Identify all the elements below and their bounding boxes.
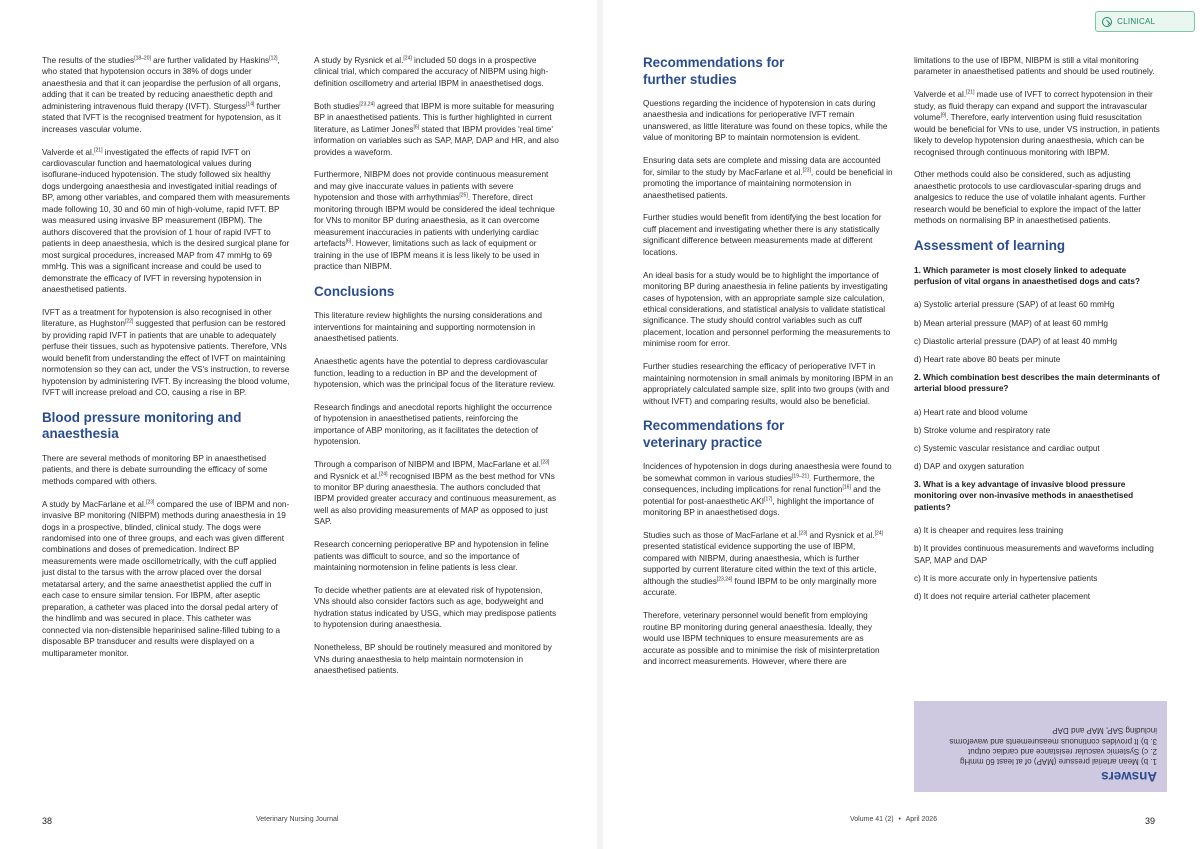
answers-box xyxy=(914,701,1167,792)
answers-title: Answers xyxy=(1101,769,1157,784)
paragraph: Furthermore, NIBPM does not provide continuous measurement and may give inaccurate values in patients with severe hypotension and those with arrhythmias[25]. Therefore, direct monitoring through IBPM would be considered the ideal technique for VNs to monitor BP during anaesthesia, as it can overcome measurement inaccuracies in patients with underlying cardiac artefacts[6]. However, limitations such as lack of equipment or training in the use of IBPM means it is less likely to be used in practice than NIBPM. xyxy=(314,170,555,272)
section-tag-label: CLINICAL xyxy=(1117,17,1156,26)
answer-option: a) Heart rate and blood volume xyxy=(914,407,1028,417)
paragraph: A study by MacFarlane et al.[23] compared the use of IBPM and non-invasive BP monitoring (NIBPM) methods during anaesthesia in 19 dogs in a prospective, blinded, clinical study. The dogs were randomised into one of three groups, and each was given different combinations and doses of premedication. Indirect BP measurements were made oscillometrically, with the cuff applied just distal to the tarsus with the arrow placed over the dorsal metatarsal artery, and the same anaesthetist applied the cuff in each case to ensure similar tension. For IBPM, after aseptic preparation, a catheter was placed into the dorsal pedal artery of the hindlimb and was secured in place. This catheter was connected via non-distensible heparinised saline-filled tubing to a disposable BP transducer and results were displayed on a multiparameter monitor. xyxy=(42,498,290,658)
paragraph: Incidences of hypotension in dogs during anaesthesia were found to be somewhat common in various studies[19–21]. Furthermore, the consequences, including implications for renal function[16] and the potential for post-anaesthetic AKI[17], highlight the importance of monitoring BP in anaesthetised dogs. xyxy=(643,462,892,518)
section-heading-further-studies: Recommendations for further studies xyxy=(643,55,785,87)
left-column-2 xyxy=(314,55,560,688)
issue-info xyxy=(850,816,937,823)
answer-option: a) Systolic arterial pressure (SAP) of at least 60 mmHg xyxy=(914,300,1115,310)
paragraph: limitations to the use of IBPM, NIBPM is still a vital monitoring parameter in anaesthetised patients and should be used routinely. xyxy=(914,56,1155,77)
answer-option: b) Stroke volume and respiratory rate xyxy=(914,425,1051,435)
citation: [23] xyxy=(540,459,550,466)
paragraph: Therefore, veterinary personnel would benefit from employing routine BP monitoring during general anaesthesia. Ideally, they would use IBPM techniques to ensure measurements are as accurate as possible and to minimise the risk of misinterpretation and incorrect measurements. However, where there are xyxy=(643,611,880,666)
citation: [23] xyxy=(798,530,808,537)
question-text: 2. Which combination best describes the main determinants of arterial blood pressure? xyxy=(914,372,1160,394)
paragraph: Research concerning perioperative BP and hypotension in feline patients was difficult to source, and so the importance of maintaining normotension in feline patients is less clear. xyxy=(314,540,549,573)
quiz-question-3 xyxy=(914,479,1162,602)
citation: [21] xyxy=(94,146,103,153)
answer-option: b) Mean arterial pressure (MAP) of at least 60 mmHg xyxy=(914,318,1108,328)
answer-option: d) It does not require arterial catheter placement xyxy=(914,591,1091,601)
citation: [23] xyxy=(802,166,811,173)
page-number-left: 38 xyxy=(42,816,53,826)
paragraph: Research findings and anecdotal reports highlight the occurrence of hypotension in anaesthetised patients, reinforcing the importance of ABP monitoring, as it facilitates the detection of hypotension. xyxy=(314,402,553,447)
answer-line: 1. b) Mean arterial pressure (MAP) of at least 60 mmHg xyxy=(960,757,1157,766)
journal-name: Veterinary Nursing Journal xyxy=(256,816,339,823)
answer-option: b) It provides continuous measurements and waveforms including SAP, MAP and DAP xyxy=(914,544,1154,565)
answers-upside-down xyxy=(914,701,1167,792)
answer-option: d) Heart rate above 80 beats per minute xyxy=(914,354,1061,364)
quiz-question-2 xyxy=(914,372,1162,473)
citation: [24] xyxy=(403,55,412,62)
citation: [16] xyxy=(842,484,851,491)
citation: [23] xyxy=(146,498,155,505)
paragraph: Nonetheless, BP should be routinely measured and monitored by VNs during anaesthesia to help maintain normotension in anaesthetised patients. xyxy=(314,643,552,676)
paragraph: Through a comparison of NIBPM and IBPM, MacFarlane et al.[23] and Rysnick et al.[24] recognised IBPM as the best method for VNs to monitor BP during anaesthesia. The authors concluded that IBPM provided greater accuracy and continuous measurement, as well as also providing measurements of MAP as opposed to just SAP. xyxy=(314,459,557,527)
citation: [18–20] xyxy=(134,55,151,62)
paragraph: The results of the studies[18–20] are further validated by Haskins[12], who stated that hypotension occurs in 38% of dogs under anaesthesia and that it can jeopardise the perfusion of all organs, adding that it can be treated by reducing anaesthetic depth and administering intravenous fluid therapy (IVFT). Sturgess[14] further stated that IVFT is the recognised treatment for hypotension, as it increases vascular volume. xyxy=(42,55,281,134)
question-text: 1. Which parameter is most closely linked to adequate perfusion of vital organs in anaesthetised dogs and cats? xyxy=(914,265,1141,287)
answer-option: a) It is cheaper and requires less training xyxy=(914,526,1064,536)
section-heading-assessment: Assessment of learning xyxy=(914,238,1066,254)
paragraph: Anaesthetic agents have the potential to depress cardiovascular function, leading to a reduction in BP and the development of hypotension, which was the principal focus of the literature review. xyxy=(314,357,556,390)
section-heading-conclusions: Conclusions xyxy=(314,283,395,299)
right-column-2 xyxy=(914,55,1162,609)
citation: [12] xyxy=(269,55,278,62)
paragraph: Ensuring data sets are complete and missing data are accounted for, similar to the study by MacFarlane et al.[23], could be beneficial in promoting the importance of maintaining normotension in anaesthetised patients. xyxy=(643,156,893,200)
paragraph: Further studies researching the efficacy of perioperative IVFT in maintaining normotension in small animals by monitoring IBPM in an appropriately calculated sample size, split into two groups (with and without IVFT) and comparing results, would also be beneficial. xyxy=(643,362,893,406)
paragraph: IVFT as a treatment for hypotension is also recognised in other literature, as Hughston[22] suggested that perfusion can be restored by providing rapid IVFT in patients that are unable to adequately perfuse their tissues, such as hypotensive patients. Therefore, VNs would benefit from understanding the effect of IVFT on maintaining normotension so they can act, under the VS's instruction, to reverse hypotension by administering IVFT. By increasing the blood volume, IVFT will increase preload and CO, causing a rise in BP. xyxy=(42,307,290,398)
section-heading-veterinary-practice: Recommendations for veterinary practice xyxy=(643,418,785,450)
paragraph: Valverde et al.[21] made use of IVFT to correct hypotension in their study, as fluid therapy can expand and support the intravascular volume[9]. Therefore, early intervention using fluid resuscitation would be beneficial for VNs to use, under VS instruction, in patients likely to develop hypotension during anaesthesia, which can be recognised through continuous monitoring with IBPM. xyxy=(914,89,1160,157)
answer-option: c) It is more accurate only in hypertensive patients xyxy=(914,573,1098,583)
paragraph: Studies such as those of MacFarlane et al.[23] and Rysnick et al.[24] presented statistical evidence supporting the use of IBPM, compared with NIBPM, during anaesthesia, which is further supported by current literature cited within the text of this article, although the studies[23,24] found IBPM to be only marginally more accurate. xyxy=(643,530,884,598)
citation: [23,24] xyxy=(716,576,733,583)
paragraph: A study by Rysnick et al.[24] included 50 dogs in a prospective clinical trial, which compared the accuracy of NIBPM using high-definition oscillometry and arterial IBPM in anaesthetised dogs. xyxy=(314,55,549,88)
citation: [24] xyxy=(874,530,884,537)
page-number-right: 39 xyxy=(1145,816,1156,826)
footer-bullet: • xyxy=(898,816,901,823)
section-tag xyxy=(1095,11,1195,32)
left-column-1 xyxy=(42,55,290,670)
citation: [23,24] xyxy=(359,101,375,107)
section-heading-bp-monitoring: Blood pressure monitoring and anaesthesia xyxy=(42,409,242,442)
left-page xyxy=(0,0,597,849)
paragraph: Other methods could also be considered, such as adjusting anaesthetic protocols to use cardiovascular-sparing drugs and analgesics to reduce the use of volatile inhalant agents. Further research would be beneficial to explore the impact of the latter methods on normalising BP in anaesthetised patients. xyxy=(914,170,1146,226)
answer-option: d) DAP and oxygen saturation xyxy=(914,461,1024,471)
citation: [21] xyxy=(966,89,975,96)
paragraph: Questions regarding the incidence of hypotension in cats during anaesthesia and indications for perioperative IVFT remain unanswered, as little literature was found on these topics, while the value of monitoring BP to maintain normotension is evident. xyxy=(643,99,888,143)
citation: [14] xyxy=(246,101,255,108)
quiz-question-1 xyxy=(914,265,1162,366)
issue-date: April 2026 xyxy=(905,816,938,823)
paragraph: An ideal basis for a study would be to highlight the importance of monitoring BP during anaesthesia in feline patients by investigating cases of hypotension, with an appropriate sample size calculation, ethical considerations, and statistical analysis to validate statistical significance. The study should control variables such as cuff placement, location and personnel performing the measurements to minimise room for error. xyxy=(643,270,891,349)
paragraph: Valverde et al.[21] investigated the effects of rapid IVFT on cardiovascular function and haematological values during isoflurane-induced hypotension. The study followed six healthy dogs undergoing anaesthesia and investigated initial readings of BP, among other variables, and compared them with measurements made following 10, 30 and 60 min of high-volume, rapid IVFT. BP was measured using invasive BP measurement (IBPM). The authors discovered that the provision of 1 hour of rapid IVFT to patients in deep anaesthesia, which is the desired surgical plane for most surgical procedures, increased MAP from 47 mmHg to 69 mmHg. This was a significant increase and could be used to demonstrate the efficacy of IVFT in reversing hypotension in anaesthetised patients. xyxy=(42,146,290,294)
citation: [17] xyxy=(764,495,773,502)
citation: [6] xyxy=(345,238,352,245)
citation: [9] xyxy=(940,112,947,119)
citation: [19–21] xyxy=(792,473,809,480)
citation: [25] xyxy=(459,192,468,199)
paragraph: There are several methods of monitoring BP in anaesthetised patients, and there is debate surrounding the efficacy of some methods compared with others. xyxy=(42,453,268,486)
answer-line: 3. b) It provides continuous measurements and waveforms including SAP, MAP and DAP xyxy=(949,726,1157,746)
paragraph: To decide whether patients are at elevated risk of hypotension, VNs should also consider factors such as age, bodyweight and hydration status indicated by USG, which may predispose patients to hypotension during anaesthesia. xyxy=(314,585,557,630)
question-text: 3. What is a key advantage of invasive blood pressure monitoring over non-invasive methods in anaesthetised patients? xyxy=(914,479,1134,512)
citation: [24] xyxy=(379,470,388,477)
citation: [22] xyxy=(125,318,134,325)
paragraph: Both studies[23,24] agreed that IBPM is more suitable for measuring BP in anaesthetised patients. This is further highlighted in current literature, as Latimer Jones[6] stated that IBPM provides 'real time' information on variables such as SAP, MAP, DAP and HR, and also provides a waveform. xyxy=(314,101,559,157)
clinical-icon xyxy=(1102,17,1112,27)
answer-line: 2. c) Systemic vascular resistance and cardiac output xyxy=(968,746,1157,756)
right-column-1 xyxy=(643,55,893,679)
answer-option: c) Diastolic arterial pressure (DAP) of at least 40 mmHg xyxy=(914,336,1118,346)
citation: [6] xyxy=(413,123,420,130)
right-page xyxy=(603,0,1200,849)
paragraph: Further studies would benefit from identifying the best location for cuff placement and investigating whether there is any statistically significant difference between measurements made at different locations. xyxy=(643,213,882,257)
answer-option: c) Systemic vascular resistance and cardiac output xyxy=(914,443,1100,453)
issue-volume: Volume 41 (2) xyxy=(850,816,894,823)
paragraph: This literature review highlights the nursing considerations and interventions for maintaining and supporting normotension in anaesthetised patients. xyxy=(314,311,542,344)
